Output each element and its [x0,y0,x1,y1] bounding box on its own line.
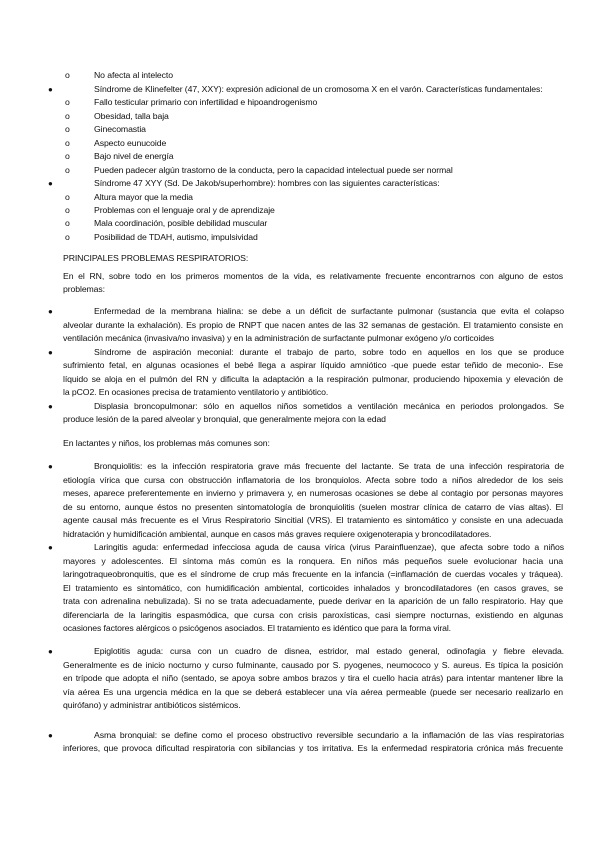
section-intro: En lactantes y niños, los problemas más comunes son: [63,438,270,448]
list-item: Síndrome de Klinefelter (47, XXY): expresión adicional de un cromosoma X en el varón. Características fundamentales: [94,84,543,94]
circle-marker: o [65,192,70,202]
list-item: Posibilidad de TDAH, autismo, impulsividad [94,232,258,242]
paragraph-line: meses, aparece preferentemente en invierno y primavera y, en numerosas ocasiones se debe al contagio por personas mayores [63,488,563,498]
bullet-marker: ● [48,179,53,188]
circle-marker: o [65,111,70,121]
paragraph-line: líquido se aloja en el pulmón del RN y dificulta la adaptación a la respiración pulmonar, produciendo hipoxemia y elevación de [63,374,563,384]
paragraph-line: Bronquiolitis: es la infección respiratoria grave más frecuente del lactante. Se trata de una infección respiratoria de [94,461,564,471]
list-item: Obesidad, talla baja [94,111,169,121]
paragraph-line: trata con adrenalina nebulizada). Si no se trata adecuadamente, puede derivar en la aparición de un fallo respiratorio. Hay que [63,596,563,606]
bullet-marker: ● [48,85,53,94]
bullet-marker: ● [48,647,53,656]
list-item: Aspecto eunucoide [94,138,167,148]
circle-marker: o [65,138,70,148]
list-item: Pueden padecer algún trastorno de la conducta, pero la capacidad intelectual puede ser normal [94,165,453,175]
bullet-marker: ● [48,543,53,552]
paragraph-line: Asma bronquial: se define como el proceso obstructivo reversible secundario a la inflamación de las vías respiratorias [94,730,564,740]
paragraph-line: Síndrome de aspiración meconial: durante el trabajo de parto, sobre todo en aquellos en los que se produce [94,347,564,357]
paragraph-line: Enfermedad de la membrana hialina: se debe a un déficit de surfactante pulmonar (sustancia que evita el colapso [94,306,564,316]
paragraph-line: El tratamiento es sintomático, con humidificación ambiental, corticoides inhalados y broncodilatadores (en casos graves, se [63,583,563,593]
bullet-marker: ● [48,402,53,411]
paragraph-line: ventilación mecánica (invasiva/no invasiva) y en la administración de surfactante pulmonar exógeno y/o corticoides [63,333,494,343]
list-item: Mala coordinación, posible debilidad muscular [94,218,268,228]
paragraph-line: de su entorno, aunque éstos no presenten sintomatología de bronquiolitis (suelen mostrar clínica de catarro de vías altas). El [63,502,563,512]
list-item: Problemas con el lenguaje oral y de aprendizaje [94,205,275,215]
paragraph-line: la pCO2. En ocasiones precisa de tratamiento ventilatorio y antibiótico. [63,387,329,397]
circle-marker: o [65,70,70,80]
paragraph-line: Laringitis aguda: enfermedad infecciosa aguda de causa vírica (virus Parainfluenzae), que afecta sobre todo a niños [94,542,564,552]
bullet-marker: ● [48,462,53,471]
intro-line: En el RN, sobre todo en los primeros momentos de la vida, es relativamente frecuente encontrarnos con alguno de estos [63,271,563,281]
circle-marker: o [65,97,70,107]
circle-marker: o [65,232,70,242]
paragraph-line: Generalmente es de inicio nocturno y curso fulminante, causado por S. pyogenes, neumococo y S. aureus. Es típica la posición [63,660,563,670]
paragraph-line: diferenciarla de la laringitis espasmódica, que cursa con crisis paroxísticas, casi siempre nocturnas, existiendo en algunas [63,610,563,620]
bullet-marker: ● [48,731,53,740]
circle-marker: o [65,151,70,161]
paragraph-line: mayores y adolescentes. El síntoma más común es la ronquera. En niños más pequeños suele evolucionar hacia una [63,556,563,566]
paragraph-line: laringotraqueobronquitis, que es el síndrome de crup más frecuente en la infancia (=inflamación de cuerdas vocales y tráquea). [63,569,563,579]
section-heading: PRINCIPALES PROBLEMAS RESPIRATORIOS: [63,253,249,263]
circle-marker: o [65,165,70,175]
paragraph-line: alveolar durante la exhalación). Es propio de RNPT que nacen antes de las 32 semanas de gestación. El tratamiento consiste en [63,320,563,330]
paragraph-line: quirófano) y administrar antibióticos sistémicos. [63,700,241,710]
intro-line: problemas: [63,284,105,294]
bullet-marker: ● [48,307,53,316]
paragraph-line: produce lesión de la pared alveolar y bronquial, que generalmente mejora con la edad [63,414,386,424]
paragraph-line: sufrimiento fetal, en algunas ocasiones el bebé llega a aspirar líquido amniótico -que puede estar teñido de meconio-. Ese [63,360,563,370]
paragraph-line: Epiglotitis aguda: cursa con un cuadro de disnea, estridor, mal estado general, odinofagia y fiebre elevada. [94,646,564,656]
circle-marker: o [65,205,70,215]
paragraph-line: hidratación y humidificación ambiental, aunque en casos más graves requiere oxigenoterapia y broncodilatadores. [63,529,492,539]
paragraph-line: inferiores, que provoca dificultad respiratoria con sibilancias y tos irritativa. Es la enfermedad respiratoria crónica más frecuente [63,743,563,753]
list-item: Síndrome 47 XYY (Sd. De Jakob/superhombre): hombres con las siguientes características: [94,178,440,188]
list-item: Bajo nivel de energía [94,151,174,161]
list-item: Fallo testicular primario con infertilidad e hipoandrogenismo [94,97,318,107]
paragraph-line: agente causal más frecuente es el Virus Respiratorio Sincitial (VRS). El tratamiento es sintomático y consiste en una adecuada [63,515,563,525]
list-item: No afecta al intelecto [94,70,173,80]
paragraph-line: etiología vírica que cursa con obstrucción inflamatoria de los bronquiolos. Afecta sobre todo a niños alrededor de los seis [63,475,563,485]
paragraph-line: vía aérea Es una urgencia médica en la que se deberá establecer una vía aérea permeable (puede ser necesario realizarlo en [63,687,563,697]
paragraph-line: Displasia broncopulmonar: sólo en aquellos niños sometidos a ventilación mecánica en periodos prolongados. Se [94,401,564,411]
paragraph-line: ocasiones factores alérgicos o psicógenos asociados. El tratamiento es idéntico que para la forma viral. [63,623,451,633]
list-item: Altura mayor que la media [94,192,193,202]
paragraph-line: en trípode que adopta el niño (sentado, se apoya sobre ambos brazos y tira el cuello hacia atrás) para intentar mantener libre la [63,673,563,683]
circle-marker: o [65,218,70,228]
list-item: Ginecomastia [94,124,146,134]
circle-marker: o [65,124,70,134]
bullet-marker: ● [48,348,53,357]
